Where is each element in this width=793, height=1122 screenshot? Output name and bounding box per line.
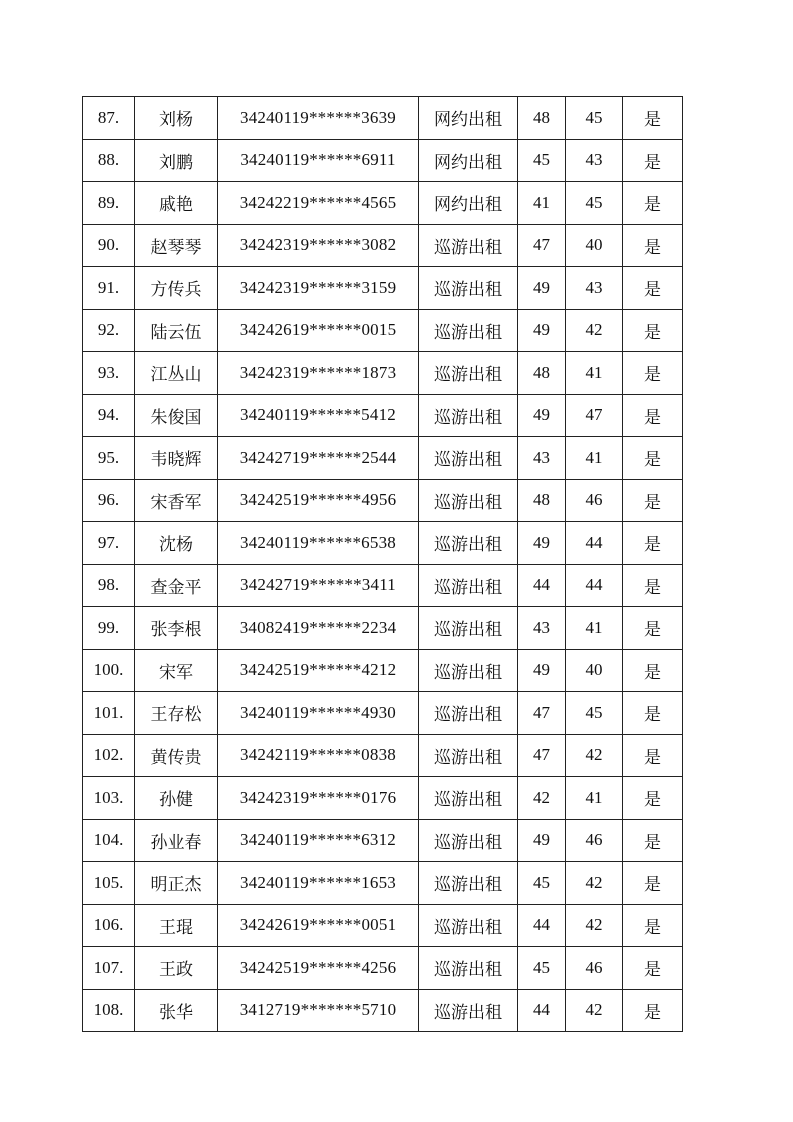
name-cell: 孙健 (135, 777, 218, 820)
vehicle-type-cell: 巡游出租 (419, 649, 518, 692)
table-row (83, 777, 683, 820)
name-cell: 张李根 (135, 607, 218, 650)
score-1-cell: 49 (518, 522, 566, 565)
score-1-cell: 49 (518, 819, 566, 862)
id-number-cell: 34240119******5412 (218, 394, 419, 437)
score-1-cell: 45 (518, 862, 566, 905)
passed-cell: 是 (623, 947, 683, 990)
score-1-cell: 45 (518, 139, 566, 182)
vehicle-type-cell: 巡游出租 (419, 989, 518, 1032)
id-number-cell: 34242719******2544 (218, 437, 419, 480)
vehicle-type-cell: 巡游出租 (419, 352, 518, 395)
score-2-cell: 46 (566, 479, 623, 522)
row-number-cell: 91. (83, 267, 135, 310)
roster-table (82, 96, 683, 1032)
passed-cell: 是 (623, 522, 683, 565)
score-2-cell: 45 (566, 692, 623, 735)
row-number-cell: 93. (83, 352, 135, 395)
table-row (83, 904, 683, 947)
id-number-cell: 34242719******3411 (218, 564, 419, 607)
passed-cell: 是 (623, 97, 683, 140)
name-cell: 王存松 (135, 692, 218, 735)
id-number-cell: 34240119******4930 (218, 692, 419, 735)
passed-cell: 是 (623, 734, 683, 777)
score-2-cell: 45 (566, 182, 623, 225)
passed-cell: 是 (623, 989, 683, 1032)
id-number-cell: 34242519******4956 (218, 479, 419, 522)
name-cell: 明正杰 (135, 862, 218, 905)
passed-cell: 是 (623, 649, 683, 692)
name-cell: 刘杨 (135, 97, 218, 140)
row-number-cell: 87. (83, 97, 135, 140)
table-row (83, 267, 683, 310)
score-2-cell: 41 (566, 352, 623, 395)
passed-cell: 是 (623, 394, 683, 437)
table-row (83, 734, 683, 777)
row-number-cell: 96. (83, 479, 135, 522)
row-number-cell: 92. (83, 309, 135, 352)
score-2-cell: 44 (566, 564, 623, 607)
passed-cell: 是 (623, 309, 683, 352)
score-2-cell: 43 (566, 267, 623, 310)
roster-table-body (83, 97, 683, 1032)
name-cell: 宋香军 (135, 479, 218, 522)
score-1-cell: 49 (518, 267, 566, 310)
name-cell: 方传兵 (135, 267, 218, 310)
vehicle-type-cell: 巡游出租 (419, 734, 518, 777)
vehicle-type-cell: 巡游出租 (419, 862, 518, 905)
id-number-cell: 34242319******1873 (218, 352, 419, 395)
table-row (83, 649, 683, 692)
row-number-cell: 89. (83, 182, 135, 225)
score-2-cell: 42 (566, 734, 623, 777)
score-1-cell: 48 (518, 97, 566, 140)
name-cell: 张华 (135, 989, 218, 1032)
vehicle-type-cell: 巡游出租 (419, 904, 518, 947)
name-cell: 陆云伍 (135, 309, 218, 352)
score-2-cell: 40 (566, 649, 623, 692)
score-1-cell: 44 (518, 564, 566, 607)
name-cell: 江丛山 (135, 352, 218, 395)
name-cell: 宋军 (135, 649, 218, 692)
id-number-cell: 34242319******3159 (218, 267, 419, 310)
row-number-cell: 94. (83, 394, 135, 437)
passed-cell: 是 (623, 352, 683, 395)
name-cell: 沈杨 (135, 522, 218, 565)
row-number-cell: 100. (83, 649, 135, 692)
score-1-cell: 44 (518, 904, 566, 947)
row-number-cell: 106. (83, 904, 135, 947)
table-row (83, 352, 683, 395)
name-cell: 孙业春 (135, 819, 218, 862)
table-row (83, 862, 683, 905)
name-cell: 戚艳 (135, 182, 218, 225)
score-1-cell: 44 (518, 989, 566, 1032)
score-2-cell: 40 (566, 224, 623, 267)
passed-cell: 是 (623, 692, 683, 735)
vehicle-type-cell: 巡游出租 (419, 777, 518, 820)
score-1-cell: 47 (518, 734, 566, 777)
vehicle-type-cell: 巡游出租 (419, 267, 518, 310)
name-cell: 查金平 (135, 564, 218, 607)
vehicle-type-cell: 巡游出租 (419, 437, 518, 480)
score-2-cell: 45 (566, 97, 623, 140)
table-row (83, 564, 683, 607)
table-row (83, 182, 683, 225)
score-1-cell: 43 (518, 607, 566, 650)
row-number-cell: 88. (83, 139, 135, 182)
table-row (83, 947, 683, 990)
name-cell: 黄传贵 (135, 734, 218, 777)
score-2-cell: 42 (566, 904, 623, 947)
passed-cell: 是 (623, 182, 683, 225)
vehicle-type-cell: 巡游出租 (419, 479, 518, 522)
id-number-cell: 34240119******6312 (218, 819, 419, 862)
vehicle-type-cell: 网约出租 (419, 97, 518, 140)
passed-cell: 是 (623, 479, 683, 522)
vehicle-type-cell: 巡游出租 (419, 522, 518, 565)
row-number-cell: 90. (83, 224, 135, 267)
vehicle-type-cell: 巡游出租 (419, 692, 518, 735)
passed-cell: 是 (623, 819, 683, 862)
row-number-cell: 108. (83, 989, 135, 1032)
vehicle-type-cell: 网约出租 (419, 182, 518, 225)
id-number-cell: 3412719*******5710 (218, 989, 419, 1032)
name-cell: 韦晓辉 (135, 437, 218, 480)
vehicle-type-cell: 巡游出租 (419, 819, 518, 862)
vehicle-type-cell: 巡游出租 (419, 309, 518, 352)
table-row (83, 522, 683, 565)
vehicle-type-cell: 巡游出租 (419, 564, 518, 607)
passed-cell: 是 (623, 777, 683, 820)
table-row (83, 989, 683, 1032)
table-row (83, 437, 683, 480)
row-number-cell: 104. (83, 819, 135, 862)
row-number-cell: 105. (83, 862, 135, 905)
row-number-cell: 98. (83, 564, 135, 607)
id-number-cell: 34240119******6538 (218, 522, 419, 565)
id-number-cell: 34242619******0051 (218, 904, 419, 947)
table-row (83, 394, 683, 437)
score-2-cell: 46 (566, 947, 623, 990)
passed-cell: 是 (623, 224, 683, 267)
row-number-cell: 107. (83, 947, 135, 990)
score-1-cell: 49 (518, 309, 566, 352)
id-number-cell: 34242219******4565 (218, 182, 419, 225)
score-1-cell: 47 (518, 692, 566, 735)
id-number-cell: 34240119******6911 (218, 139, 419, 182)
score-2-cell: 46 (566, 819, 623, 862)
row-number-cell: 103. (83, 777, 135, 820)
score-1-cell: 47 (518, 224, 566, 267)
passed-cell: 是 (623, 437, 683, 480)
score-1-cell: 43 (518, 437, 566, 480)
table-row (83, 819, 683, 862)
score-2-cell: 41 (566, 777, 623, 820)
name-cell: 刘鹏 (135, 139, 218, 182)
passed-cell: 是 (623, 862, 683, 905)
row-number-cell: 95. (83, 437, 135, 480)
vehicle-type-cell: 巡游出租 (419, 607, 518, 650)
row-number-cell: 102. (83, 734, 135, 777)
score-1-cell: 49 (518, 394, 566, 437)
passed-cell: 是 (623, 139, 683, 182)
name-cell: 王政 (135, 947, 218, 990)
id-number-cell: 34242319******3082 (218, 224, 419, 267)
score-2-cell: 42 (566, 862, 623, 905)
id-number-cell: 34242519******4256 (218, 947, 419, 990)
score-1-cell: 45 (518, 947, 566, 990)
score-2-cell: 42 (566, 989, 623, 1032)
score-2-cell: 41 (566, 607, 623, 650)
score-1-cell: 41 (518, 182, 566, 225)
vehicle-type-cell: 巡游出租 (419, 394, 518, 437)
table-row (83, 479, 683, 522)
score-1-cell: 48 (518, 479, 566, 522)
name-cell: 赵琴琴 (135, 224, 218, 267)
table-row (83, 692, 683, 735)
vehicle-type-cell: 网约出租 (419, 139, 518, 182)
passed-cell: 是 (623, 904, 683, 947)
id-number-cell: 34082419******2234 (218, 607, 419, 650)
score-2-cell: 47 (566, 394, 623, 437)
id-number-cell: 34242519******4212 (218, 649, 419, 692)
row-number-cell: 99. (83, 607, 135, 650)
score-2-cell: 42 (566, 309, 623, 352)
score-1-cell: 48 (518, 352, 566, 395)
score-2-cell: 44 (566, 522, 623, 565)
row-number-cell: 101. (83, 692, 135, 735)
table-row (83, 97, 683, 140)
score-2-cell: 41 (566, 437, 623, 480)
vehicle-type-cell: 巡游出租 (419, 947, 518, 990)
name-cell: 朱俊国 (135, 394, 218, 437)
passed-cell: 是 (623, 607, 683, 650)
id-number-cell: 34242319******0176 (218, 777, 419, 820)
vehicle-type-cell: 巡游出租 (419, 224, 518, 267)
score-1-cell: 49 (518, 649, 566, 692)
passed-cell: 是 (623, 564, 683, 607)
table-row (83, 224, 683, 267)
name-cell: 王琨 (135, 904, 218, 947)
id-number-cell: 34240119******1653 (218, 862, 419, 905)
table-row (83, 309, 683, 352)
score-1-cell: 42 (518, 777, 566, 820)
table-row (83, 139, 683, 182)
id-number-cell: 34242619******0015 (218, 309, 419, 352)
id-number-cell: 34242119******0838 (218, 734, 419, 777)
score-2-cell: 43 (566, 139, 623, 182)
table-row (83, 607, 683, 650)
passed-cell: 是 (623, 267, 683, 310)
id-number-cell: 34240119******3639 (218, 97, 419, 140)
row-number-cell: 97. (83, 522, 135, 565)
